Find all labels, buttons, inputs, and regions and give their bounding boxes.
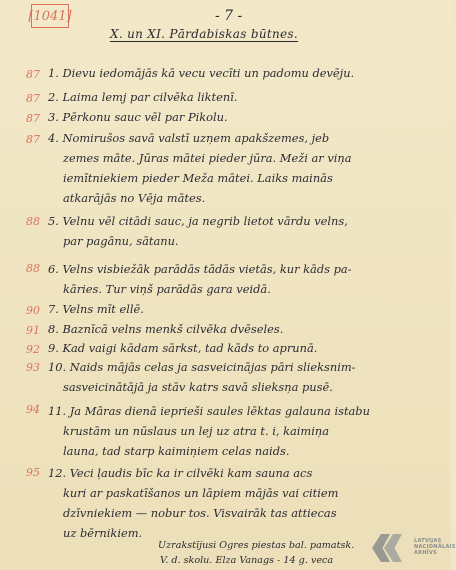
entry-line: launa, tad starp kaimiņiem celas naids. <box>63 444 290 458</box>
entry-line: uz bērnikiem. <box>63 526 143 540</box>
margin-note: 90 <box>26 304 40 317</box>
margin-note: 87 <box>26 112 40 125</box>
logo-text: LATVIJAS NACIONĀLAIS ARHĪVS <box>414 538 456 556</box>
entry-line: 10. Naids mājās celas ja sasveicinājas pāri slieksnim- <box>48 360 356 374</box>
page-number: - 7 - <box>215 8 243 24</box>
entry-line: 8. Baznīcā velns menkš cilvēka dvēseles. <box>48 322 284 336</box>
entry-line: 2. Laima lemj par cilvēka liktenī. <box>48 90 238 104</box>
margin-note: 87 <box>26 68 40 81</box>
entry-line: 4. Nomirušos savā valstī uzņem apakšzemes, jeb <box>48 131 330 145</box>
entry-line: iemītniekiem pieder Meža mātei. Laiks mainās <box>63 171 333 185</box>
archive-number-stamp: [ 1041 ] <box>31 4 69 28</box>
margin-note: 94 <box>26 403 40 416</box>
entry-line: 12. Veci ļaudis bīc ka ir cilvēki kam sauna acs <box>48 466 313 480</box>
entry-line: kuri ar paskatīšanos un lāpiem mājās vai citiem <box>63 486 339 500</box>
entry-line: 1. Dievu iedomājās kā vecu vecīti un padomu devēju. <box>48 66 355 80</box>
entry-line: 5. Velnu vēl citādi sauc, ja negrib lietot vārdu velns, <box>48 214 348 228</box>
margin-note: 92 <box>26 343 40 356</box>
entry-line: 11. Ja Māras dienā ieprieši saules lēktas galauna istabu <box>48 404 370 418</box>
archive-logo <box>372 532 456 566</box>
signature-line: Uzrakstījusi Ogres piestas bal. pamatsk. <box>158 540 355 551</box>
logo-chevron-icon <box>384 534 414 562</box>
margin-note: 88 <box>26 262 40 275</box>
margin-note: 87 <box>26 92 40 105</box>
margin-note: 87 <box>26 133 40 146</box>
entry-line: 3. Pērkonu sauc vēl par Pikolu. <box>48 110 228 124</box>
entry-line: dzīvniekiem — nobur tos. Visvairāk tas attiecas <box>63 506 337 520</box>
margin-note: 93 <box>26 361 40 374</box>
signature-line: V. d. skolu. Elza Vanags - 14 g. veca <box>160 555 334 566</box>
margin-note: 91 <box>26 324 40 337</box>
entry-line: atkarājās no Vēja mātes. <box>63 191 206 205</box>
margin-note: 95 <box>26 466 40 479</box>
entry-line: krustām un nūslaus un lej uz atra t. i, kaimiņa <box>63 424 329 438</box>
entry-line: 6. Velns visbiežāk parādās tādās vietās, kur kāds pa- <box>48 262 352 276</box>
entry-line: 7. Velns mīt ellē. <box>48 302 144 316</box>
margin-note: 88 <box>26 215 40 228</box>
entry-line: zemes māte. Jūras mātei pieder jūra. Meži ar viņa <box>63 151 352 165</box>
entry-line: sasveicinātājā ja stāv katrs savā slieksņa pusē. <box>63 380 333 394</box>
entry-line: par pagānu, sātanu. <box>63 234 179 248</box>
entry-line: kāries. Tur viņš parādās gara veidā. <box>63 282 271 296</box>
entry-line: 9. Kad vaigi kādam sārkst, tad kāds to aprunā. <box>48 341 318 355</box>
section-heading: X. un XI. Pārdabiskas būtnes. <box>110 27 298 41</box>
